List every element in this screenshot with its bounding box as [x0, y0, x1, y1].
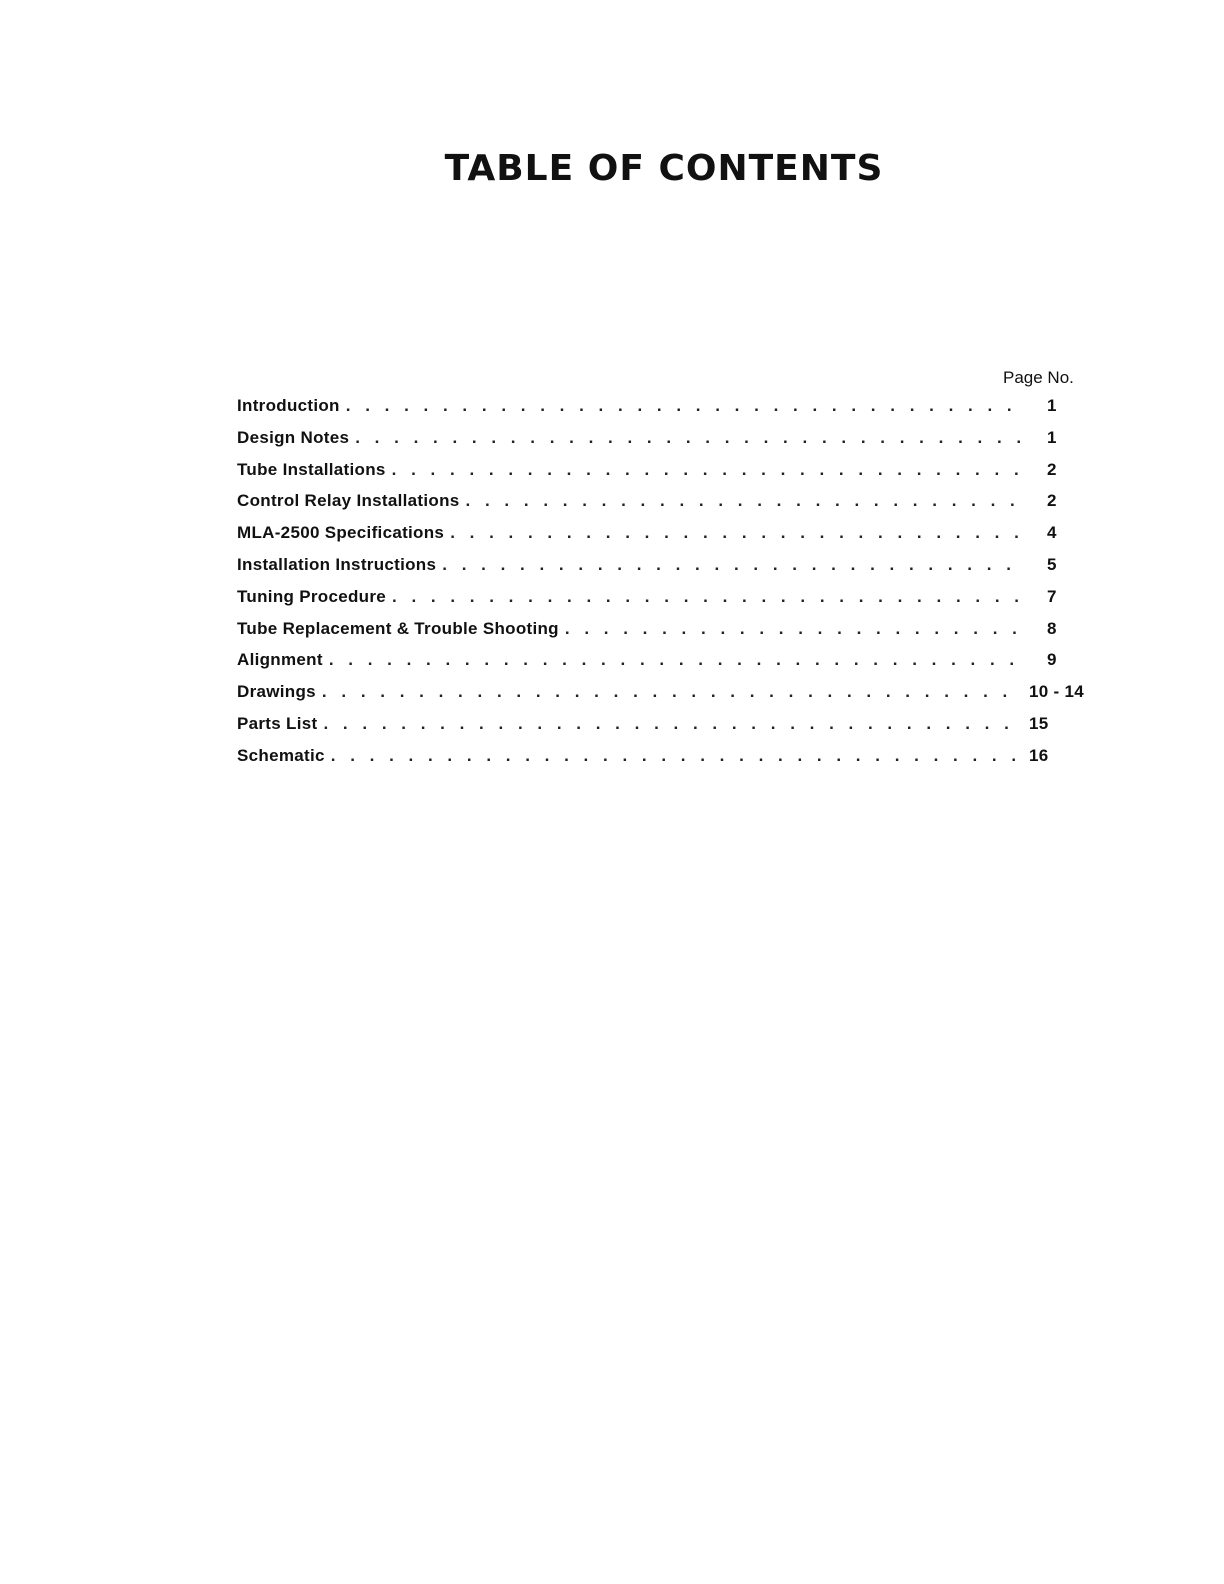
toc-entry-label: Tube Installations: [237, 459, 386, 479]
toc-entry-page: 4: [1047, 523, 1057, 543]
toc-entry-page: 8: [1047, 618, 1057, 638]
toc-entry-label: Parts List: [237, 713, 318, 733]
dot-leader: [346, 390, 1023, 422]
toc-entry-page: 1: [1047, 396, 1057, 415]
toc-entry-drawings: [237, 676, 1097, 708]
toc-entry-schematic: [237, 740, 1097, 772]
dot-leader: [322, 676, 1023, 708]
toc-entry-label: Drawings: [237, 682, 316, 702]
toc-entry-label: Tube Replacement & Trouble Shooting: [237, 618, 559, 638]
toc-entry-design-notes: [237, 422, 1097, 454]
toc-entry-specifications: [237, 517, 1097, 549]
dot-leader: [442, 549, 1023, 581]
toc-entry-tube-replacement: [237, 613, 1097, 645]
toc-entry-page: 1: [1047, 427, 1057, 447]
dot-leader: [329, 644, 1023, 676]
toc-entry-page: 2: [1047, 491, 1057, 511]
toc-entry-parts-list: [237, 708, 1097, 740]
toc-entry-label: MLA-2500 Specifications: [237, 523, 445, 543]
toc-entry-page: 7: [1047, 586, 1057, 606]
toc-entry-page: 2: [1047, 459, 1057, 479]
toc-entry-page: 10 - 14: [1029, 682, 1085, 702]
toc-entry-label: Design Notes: [237, 427, 350, 447]
toc-entry-label: Tuning Procedure: [237, 586, 386, 606]
dot-leader: [392, 454, 1023, 486]
toc-entry-label: Alignment: [237, 650, 323, 670]
toc-entry-alignment: [237, 644, 1097, 676]
dot-leader: [450, 517, 1023, 549]
toc-entry-installation-instructions: [237, 549, 1097, 581]
toc-entry-label: Installation Instructions: [237, 554, 437, 574]
toc-entry-label: Schematic: [237, 745, 325, 765]
toc-entry-page: 5: [1047, 554, 1057, 574]
toc-entry-introduction: [237, 390, 1097, 422]
dot-leader: [323, 708, 1023, 740]
document-title: TABLE OF CONTENTS: [444, 148, 884, 189]
toc-entry-tube-installations: [237, 454, 1097, 486]
toc-entry-page: 16: [1029, 745, 1049, 765]
page-number-column-header: Page No.: [1003, 368, 1074, 387]
toc-entry-tuning-procedure: [237, 581, 1097, 613]
toc-entry-label: Introduction: [237, 396, 340, 415]
dot-leader: [466, 485, 1023, 517]
toc-entry-page: 9: [1047, 650, 1057, 670]
dot-leader: [565, 613, 1023, 645]
dot-leader: [331, 740, 1023, 772]
toc-entry-control-relay-installations: [237, 485, 1097, 517]
toc-entry-page: 15: [1029, 713, 1049, 733]
dot-leader: [355, 422, 1023, 454]
table-of-contents: [237, 390, 1097, 772]
dot-leader: [392, 581, 1023, 613]
toc-entry-label: Control Relay Installations: [237, 491, 460, 511]
